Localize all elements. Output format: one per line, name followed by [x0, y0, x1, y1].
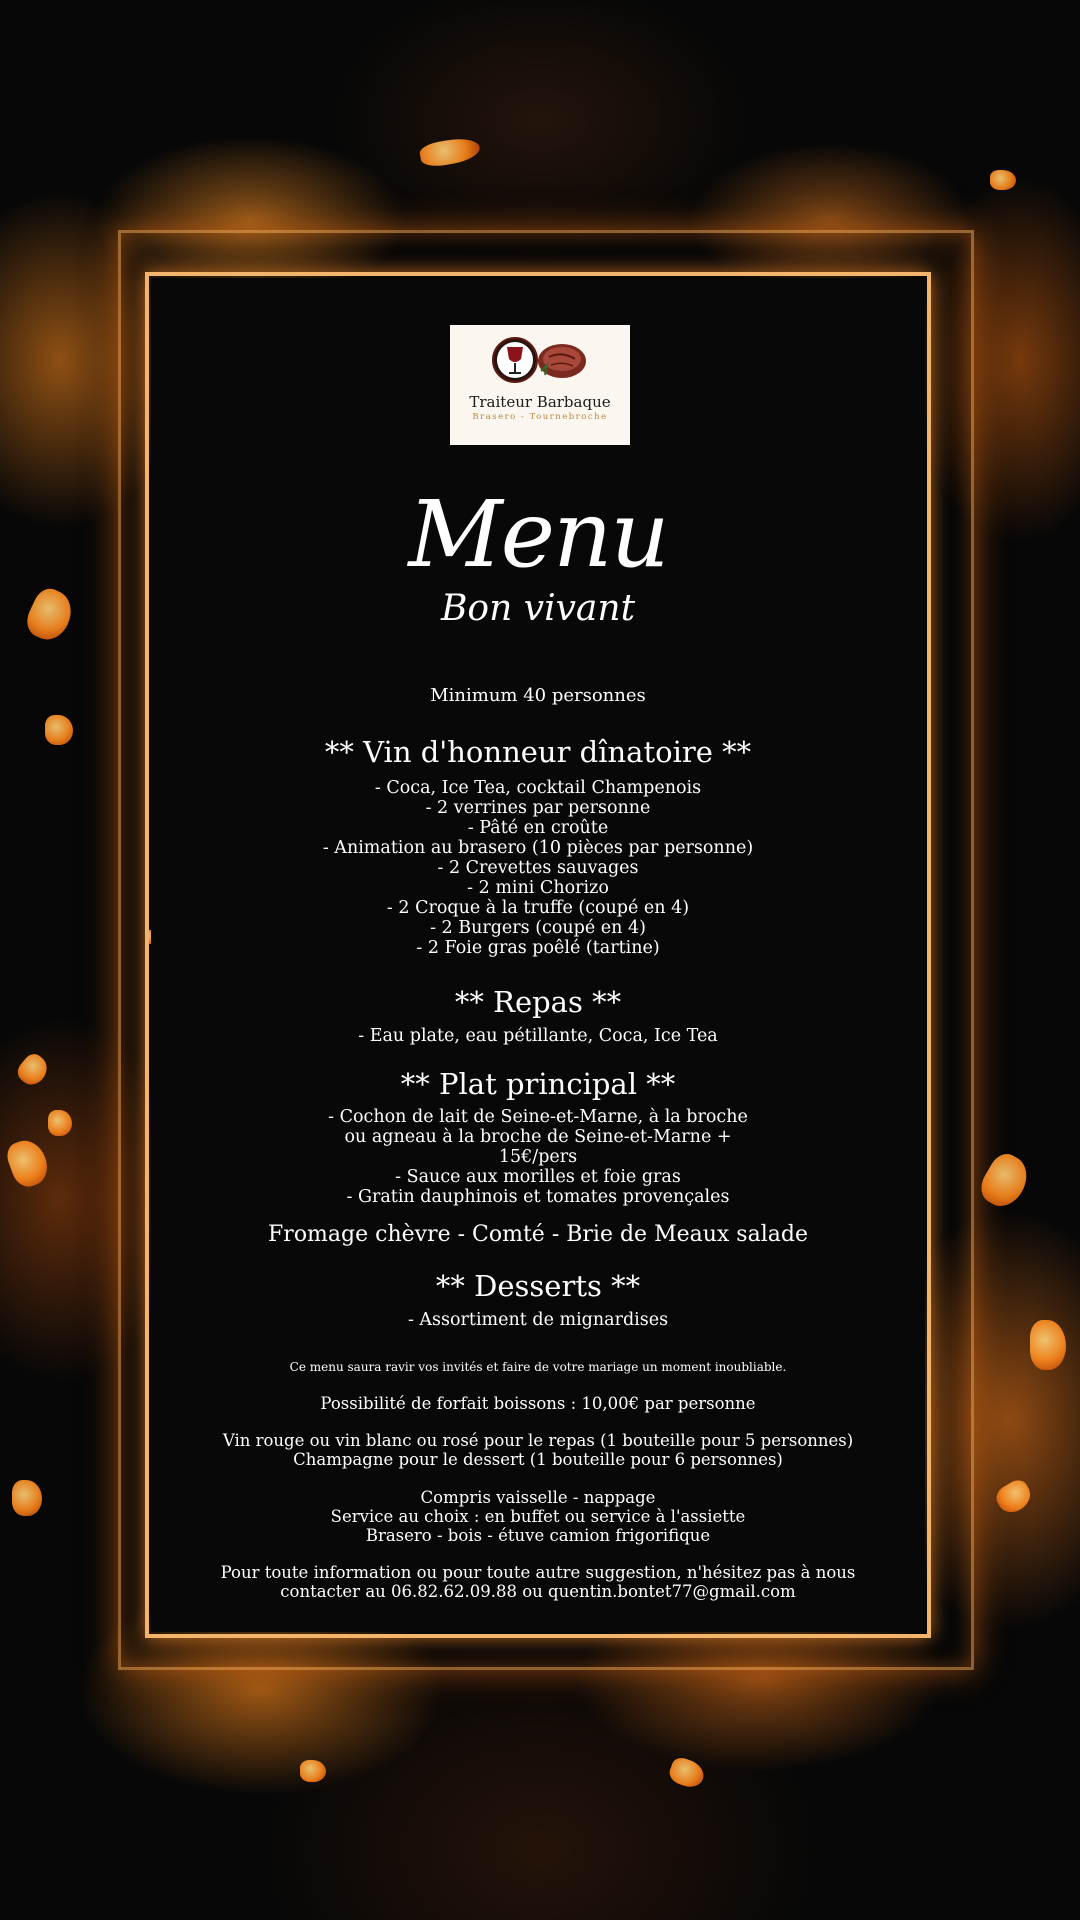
menu-subtitle: Bon vivant: [440, 588, 636, 629]
menu-item: 15€/pers: [498, 1147, 578, 1167]
logo-tagline: Brasero - Tournebroche: [472, 412, 608, 422]
menu-item: - 2 Crevettes sauvages: [437, 858, 639, 878]
menu-item: - Animation au brasero (10 pièces par personne): [322, 838, 754, 858]
ember-decoration: [12, 1480, 42, 1516]
menu-item: - 2 verrines par personne: [425, 798, 651, 818]
menu-item: - Gratin dauphinois et tomates provençales: [346, 1187, 730, 1207]
included-line: Brasero - bois - étuve camion frigorifique: [365, 1526, 711, 1545]
menu-item: - 2 Croque à la truffe (coupé en 4): [386, 898, 690, 918]
logo-name: Traiteur Barbaque: [469, 393, 611, 411]
ember-decoration: [1030, 1320, 1066, 1370]
menu-item: - Pâté en croûte: [467, 818, 609, 838]
menu-item: - Assortiment de mignardises: [407, 1310, 669, 1330]
contact-line: contacter au 06.82.62.09.88 ou quentin.bontet77@gmail.com: [280, 1582, 796, 1601]
wine-line: Champagne pour le dessert (1 bouteille pour 6 personnes): [293, 1450, 783, 1469]
included-line: Compris vaisselle - nappage: [420, 1488, 656, 1507]
contact-line: Pour toute information ou pour toute autre suggestion, n'hésitez pas à nous: [220, 1563, 856, 1582]
menu-item: - Sauce aux morilles et foie gras: [395, 1167, 681, 1187]
menu-item: - Eau plate, eau pétillante, Coca, Ice Tea: [358, 1026, 718, 1046]
menu-item: - 2 Foie gras poêlé (tartine): [416, 938, 660, 958]
menu-item: - Coca, Ice Tea, cocktail Champenois: [374, 778, 702, 798]
section-heading-repas: ** Repas **: [454, 985, 622, 1019]
minimum-guests: Minimum 40 personnes: [430, 685, 646, 706]
section-items-repas: [151, 1026, 925, 1046]
cheese-line: Fromage chèvre - Comté - Brie de Meaux salade: [268, 1222, 808, 1247]
included-services: [151, 1488, 925, 1545]
menu-item: - 2 mini Chorizo: [467, 878, 609, 898]
section-heading-plat: ** Plat principal **: [400, 1067, 676, 1101]
wine-glass-steak-icon: [485, 335, 595, 385]
ember-decoration: [300, 1760, 326, 1782]
menu-note: Ce menu saura ravir vos invités et faire de votre mariage un moment inoubliable.: [289, 1360, 787, 1374]
ember-decoration: [45, 715, 73, 745]
menu-title: Menu: [408, 481, 668, 588]
section-items-desserts: [151, 1310, 925, 1330]
ember-decoration: [990, 170, 1016, 190]
logo: [450, 325, 630, 445]
contact-info: [151, 1563, 925, 1601]
drinks-package: Possibilité de forfait boissons : 10,00€ par personne: [320, 1394, 756, 1413]
included-line: Service au choix : en buffet ou service à l'assiette: [330, 1507, 746, 1526]
logo-icons: [450, 325, 630, 393]
section-items-vin: [151, 778, 925, 958]
section-heading-vin: ** Vin d'honneur dînatoire **: [324, 735, 752, 769]
ember-decoration: [48, 1110, 72, 1136]
wine-line: Vin rouge ou vin blanc ou rosé pour le repas (1 bouteille pour 5 personnes): [222, 1431, 854, 1450]
wine-details: [151, 1431, 925, 1469]
menu-item: - 2 Burgers (coupé en 4): [430, 918, 646, 938]
menu-item: - Cochon de lait de Seine-et-Marne, à la broche: [328, 1107, 748, 1127]
menu-item: ou agneau à la broche de Seine-et-Marne +: [344, 1127, 732, 1147]
section-heading-desserts: ** Desserts **: [435, 1269, 641, 1303]
section-items-plat: [151, 1107, 925, 1207]
